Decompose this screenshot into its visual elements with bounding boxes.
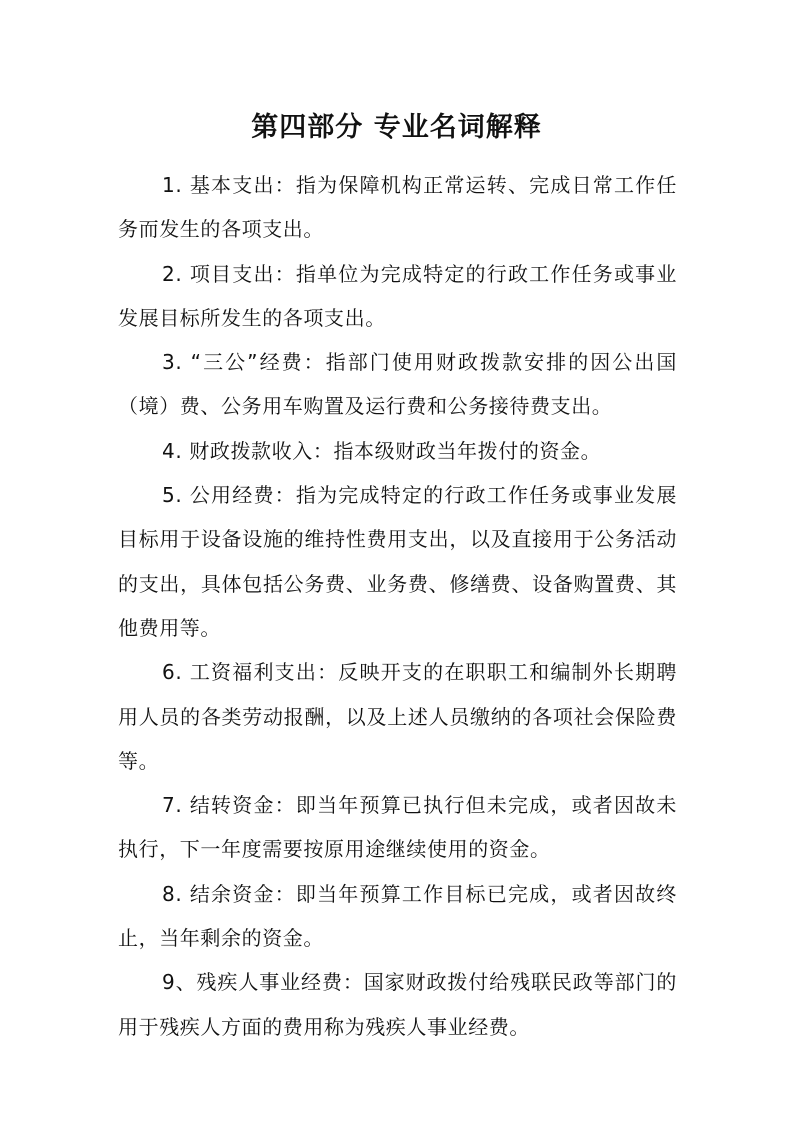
entry-term: 3. “三公”经费： — [162, 350, 326, 375]
entry-term: 7. 结转资金： — [162, 793, 296, 818]
entry-term: 1. 基本支出： — [162, 173, 296, 197]
entry-term: 2. 项目支出： — [162, 261, 296, 286]
glossary-entry-6 — [118, 650, 677, 783]
glossary-entry-2 — [118, 252, 677, 341]
page-title: 第四部分 专业名词解释 — [251, 112, 542, 143]
entry-definition: 指部门使用财政拨款安排的因公出国（境）费、公务用车购置及运行费和公务接待费支出。 — [118, 350, 677, 419]
entry-definition: 指本级财政当年拨付的资金。 — [333, 438, 602, 463]
entry-term: 8. 结余资金： — [162, 881, 296, 906]
glossary-entry-4 — [118, 429, 677, 473]
glossary-entry-3 — [118, 340, 677, 429]
glossary-entry-9 — [118, 960, 677, 1049]
glossary-entry-7 — [118, 783, 677, 872]
entry-definition: 指单位为完成特定的行政工作任务或事业发展目标所发生的各项支出。 — [118, 261, 677, 330]
entry-term: 6. 工资福利支出： — [162, 660, 339, 685]
entry-term: 9、残疾人事业经费： — [162, 970, 364, 995]
entry-term: 5. 公用经费： — [162, 483, 296, 508]
glossary-entry-8 — [118, 872, 677, 961]
glossary-entry-1 — [118, 163, 677, 252]
entry-definition: 国家财政拨付给残联民政等部门的用于残疾人方面的费用称为残疾人事业经费。 — [118, 970, 678, 1039]
entry-definition: 即当年预算已执行但未完成，或者因故未执行，下一年度需要按原用途继续使用的资金。 — [118, 793, 677, 862]
entry-definition: 反映开支的在职职工和编制外长期聘用人员的各类劳动报酬，以及上述人员缴纳的各项社会保险费等。 — [118, 660, 677, 773]
glossary-body — [118, 163, 677, 1049]
glossary-entry-5 — [118, 473, 677, 650]
entry-definition: 指为保障机构正常运转、完成日常工作任务而发生的各项支出。 — [118, 173, 677, 242]
entry-definition: 即当年预算工作目标已完成，或者因故终止，当年剩余的资金。 — [118, 881, 677, 951]
entry-term: 4. 财政拨款收入： — [162, 438, 334, 463]
entry-definition: 指为完成特定的行政工作任务或事业发展目标用于设备设施的维持性费用支出，以及直接用于公务活动的支出，具体包括公务费、业务费、修缮费、设备购置费、其他费用等。 — [118, 483, 677, 640]
